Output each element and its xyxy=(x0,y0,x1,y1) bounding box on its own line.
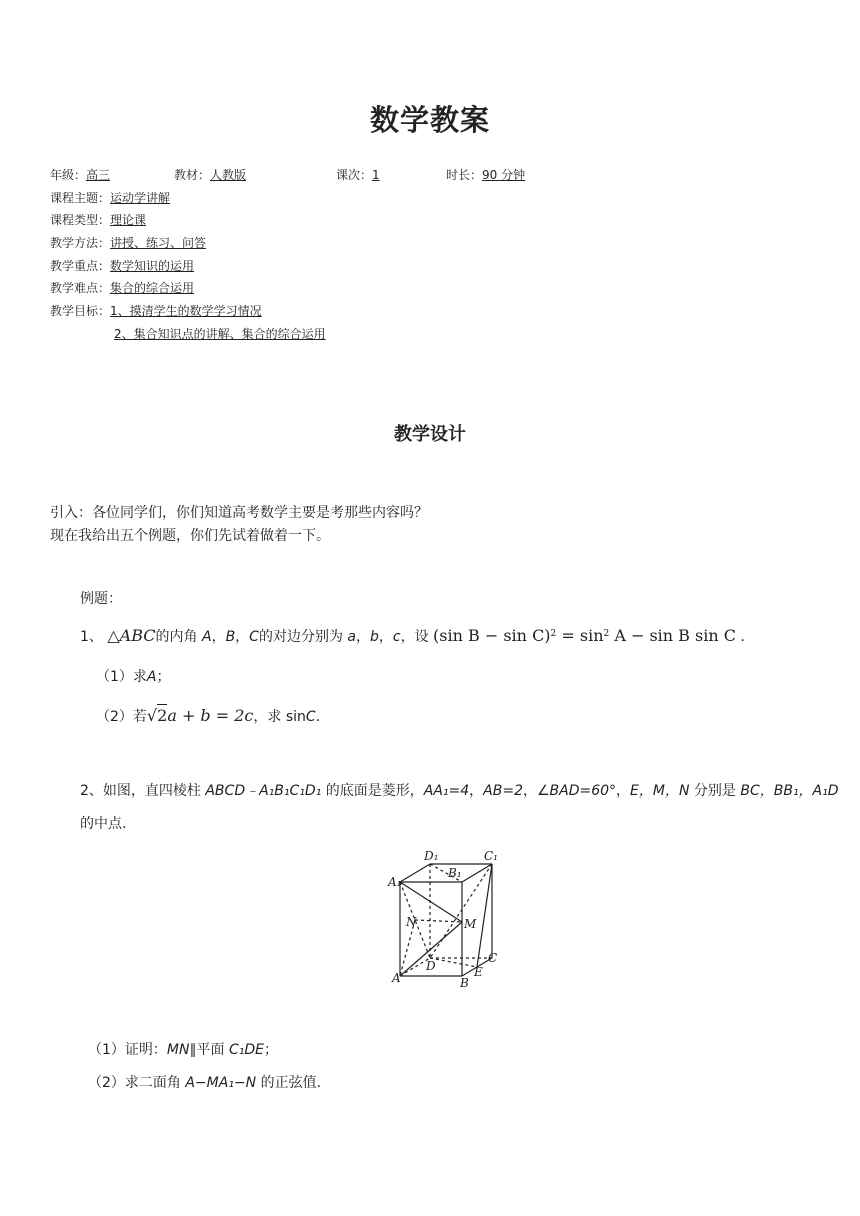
meta-lesson: 课次：1 xyxy=(336,168,380,182)
q1-part-1: （1）求A； xyxy=(96,669,171,685)
field-key-point: 教学重点：数学知识的运用 xyxy=(50,259,195,273)
section-title: 教学设计 xyxy=(394,424,466,445)
q2-statement: 2、如图，直四棱柱 ABCD﹣A₁B₁C₁D₁ 的底面是菱形，AA₁=4，AB=2，∠BAD=60°，E，M，N 分别是 BC，BB₁，A₁D xyxy=(80,783,839,799)
label-b: B xyxy=(460,976,469,988)
line-de xyxy=(430,958,477,967)
meta-grade: 年级：高三 xyxy=(50,168,111,182)
q1-part-2: （2）若√2a + b = 2c，求 sinC. xyxy=(96,706,321,725)
label-a1: A₁ xyxy=(388,875,402,889)
q1-statement: 1、 △ABC的内角 A，B，C的对边分别为 a，b，c，设 (sin $B - \sin C)^2 = \sin^2 A - \sin B$ sin C ． xyxy=(80,626,755,645)
intro-line-2: 现在我给出五个例题，你们先试着做着一下。 xyxy=(50,528,330,544)
page-title: 数学教案 xyxy=(369,103,490,137)
edge-b1c1 xyxy=(462,864,492,882)
q2-statement-line2: 的中点. xyxy=(80,816,127,832)
q2-part-1: （1）证明：MN∥平面 C₁DE； xyxy=(88,1042,278,1058)
label-a: A xyxy=(392,971,401,985)
label-n: N xyxy=(406,915,417,929)
field-type: 课程类型：理论课 xyxy=(50,213,147,227)
field-method: 教学方法：讲授、练习、问答 xyxy=(50,236,207,250)
prism-figure xyxy=(384,846,504,988)
field-goal-2: 2、集合知识点的讲解、集合的综合运用 xyxy=(114,327,326,341)
label-m: M xyxy=(464,917,477,931)
field-goal: 教学目标：1、摸清学生的数学学习情况 xyxy=(50,304,262,318)
meta-duration: 时长：90 分钟 xyxy=(446,168,526,182)
label-c1: C₁ xyxy=(484,849,498,863)
field-difficulty: 教学难点：集合的综合运用 xyxy=(50,281,195,295)
label-d: D xyxy=(426,959,436,973)
edge-a1d1 xyxy=(400,864,430,882)
q2-part-2: （2）求二面角 A−MA₁−N 的正弦值. xyxy=(88,1075,322,1091)
label-c: C xyxy=(488,951,498,965)
examples-label: 例题： xyxy=(80,591,122,607)
label-d1: D₁ xyxy=(424,849,439,863)
label-b1: B₁ xyxy=(448,866,462,880)
meta-textbook: 教材：人教版 xyxy=(174,168,247,182)
label-e: E xyxy=(474,965,483,979)
field-topic: 课程主题：运动学讲解 xyxy=(50,191,171,205)
q1-equation: (sin $B - \sin C)^2 = \sin^2 A - \sin B$ sin C xyxy=(433,626,736,645)
intro-line-1: 引入：各位同学们，你们知道高考数学主要是考那些内容吗？ xyxy=(50,505,428,521)
